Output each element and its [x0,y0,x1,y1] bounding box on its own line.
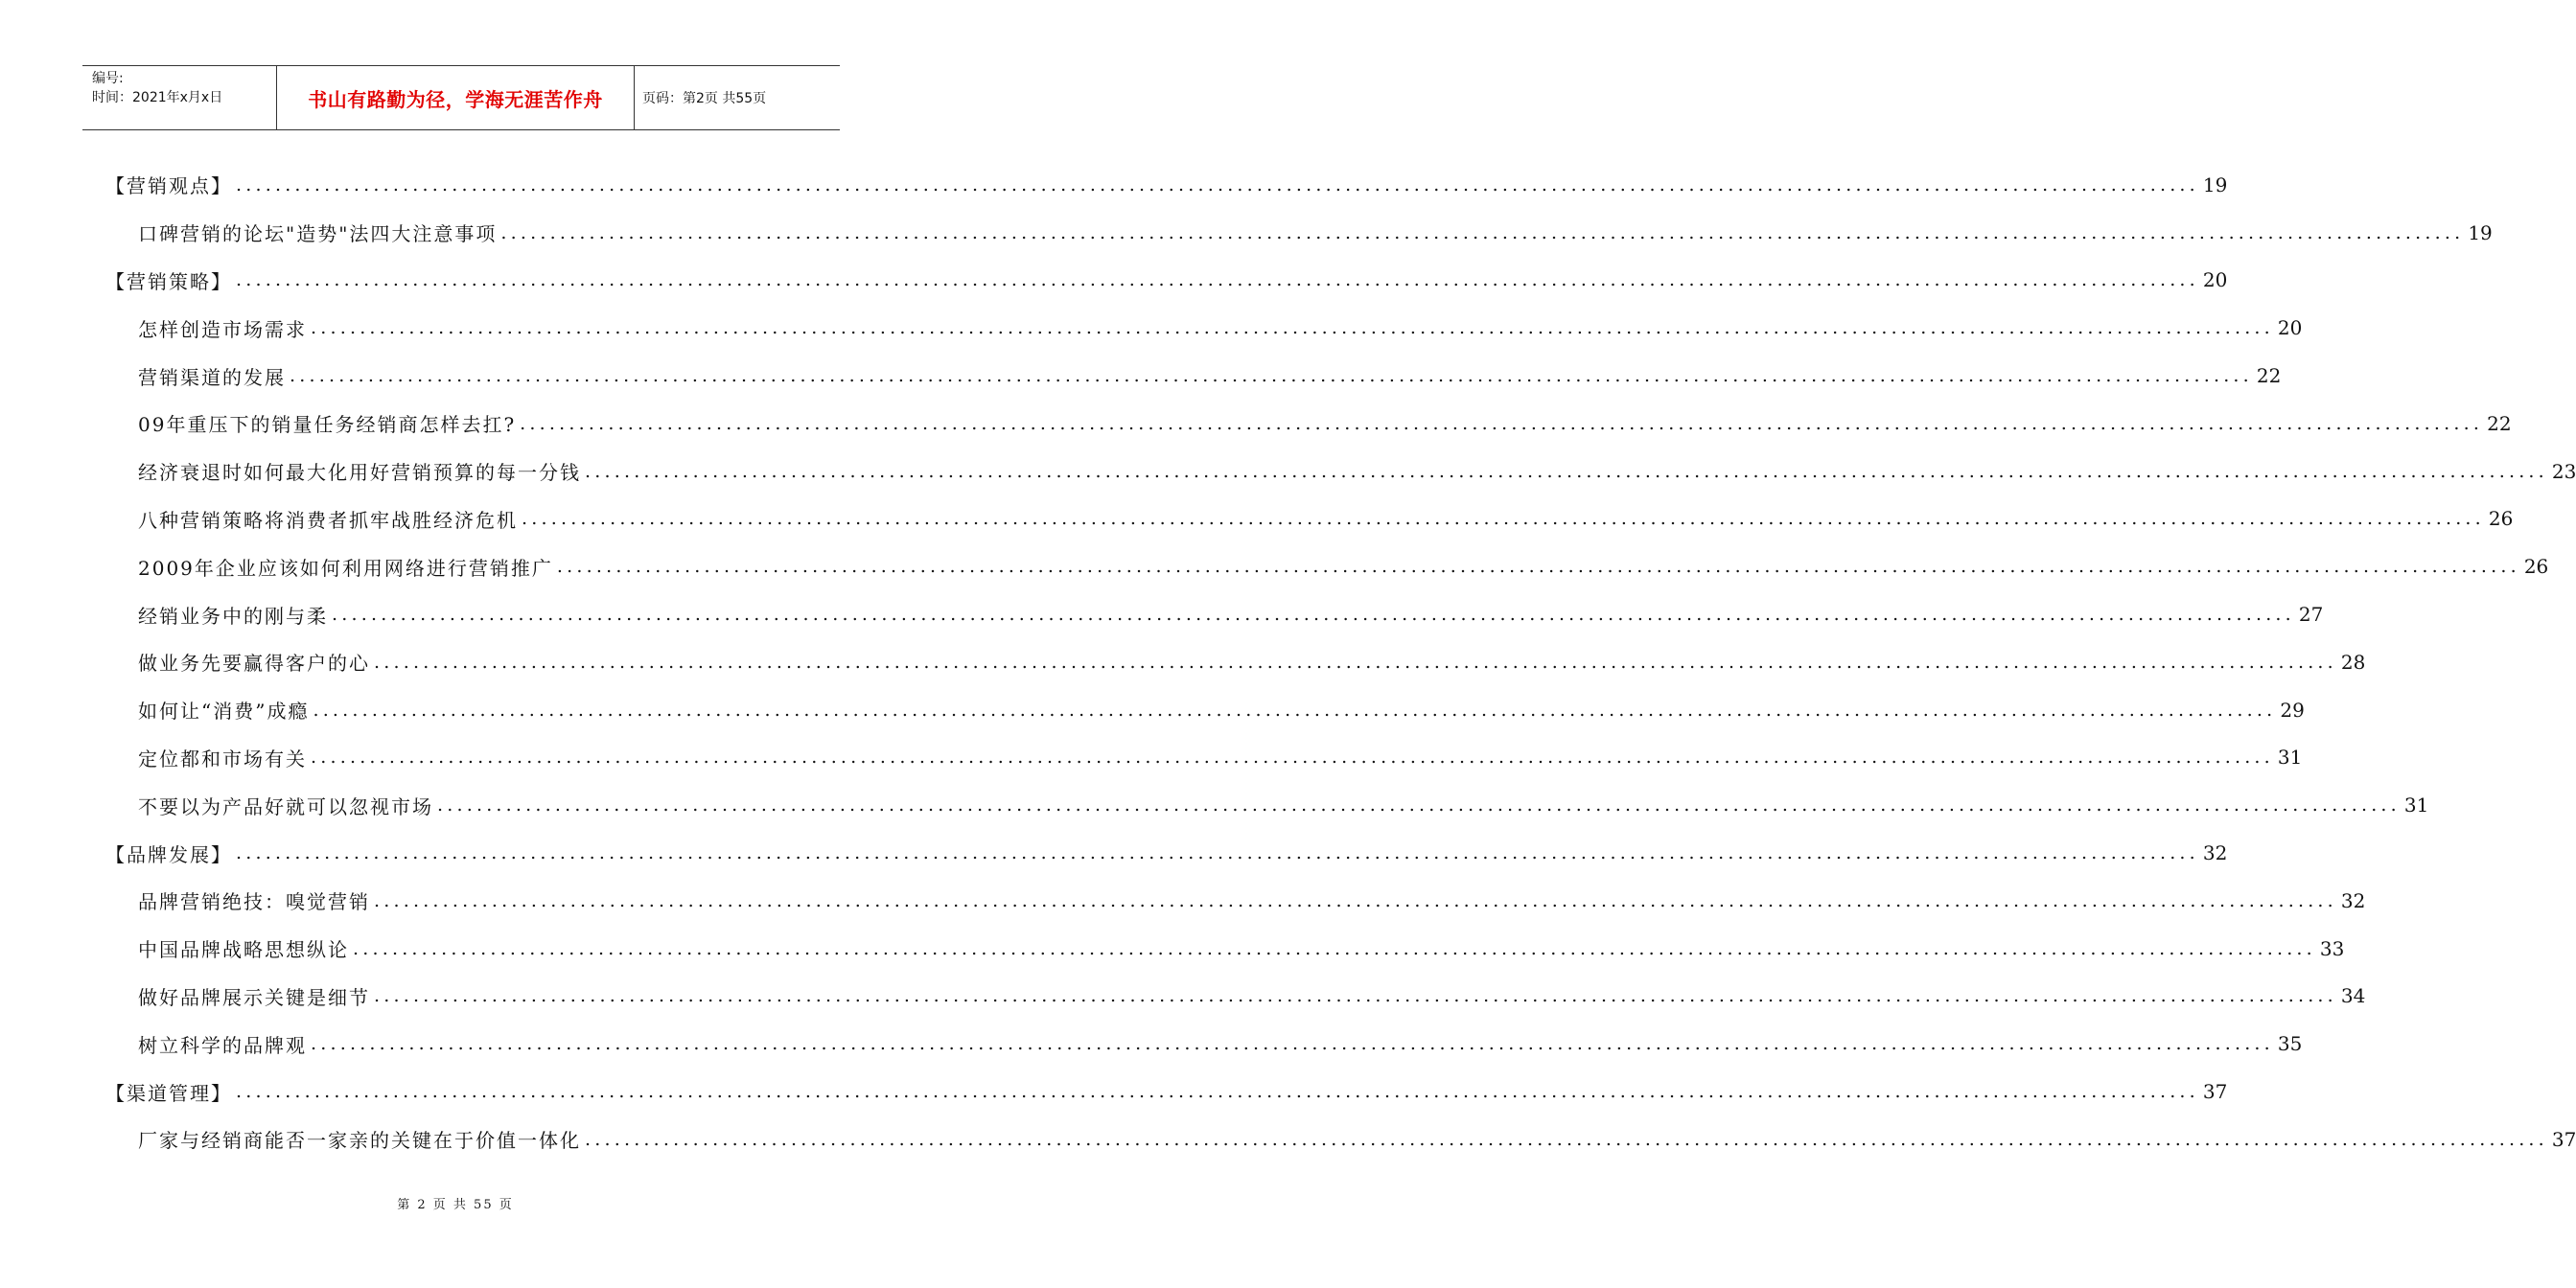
toc-entry-row[interactable] [105,686,2305,734]
toc-entry-page: 31 [2277,746,2303,770]
toc-entry-row[interactable] [105,638,2366,686]
toc-entry-title: 中国品牌战略思想纵论 [138,934,353,962]
toc-entry-page: 29 [2280,698,2305,722]
toc-entry-row[interactable] [105,352,2282,400]
toc-entry-page: 34 [2340,984,2366,1008]
toc-entry-page: 20 [2202,268,2228,292]
toc-entry-page: 32 [2202,841,2228,865]
toc-entry-page: 37 [2202,1080,2228,1104]
page-header [82,65,840,130]
toc-entry-row[interactable] [105,1020,2303,1068]
toc-entry-page: 26 [2488,507,2514,531]
toc-entry-row[interactable] [105,877,2366,925]
toc-entry-page: 22 [2487,411,2512,435]
toc-leader-dots: ........................................................................................................................................................................................................ [556,556,2520,578]
toc-leader-dots: ........................................................................................................................................................................................................ [313,699,2277,721]
toc-entry-title: 2009年企业应该如何利用网络进行营销推广 [138,553,557,581]
toc-entry-row[interactable] [105,590,2324,638]
toc-leader-dots: ........................................................................................................................................................................................................ [374,651,2337,673]
toc-leader-dots: ........................................................................................................................................................................................................ [353,937,2316,959]
toc-entry-page: 28 [2340,650,2366,674]
toc-section-row[interactable] [105,1068,2228,1116]
toc-leader-dots: ........................................................................................................................................................................................................ [500,221,2465,243]
toc-leader-dots: ........................................................................................................................................................................................................ [236,842,2199,864]
toc-entry-page: 23 [2551,459,2576,483]
toc-leader-dots: ........................................................................................................................................................................................................ [522,508,2485,530]
toc-entry-page: 19 [2202,172,2228,196]
toc-entry-title: 厂家与经销商能否一家亲的关键在于价值一体化 [138,1125,585,1153]
toc-entry-page: 33 [2319,936,2345,960]
toc-entry-title: 【营销观点】 [105,171,236,198]
toc-entry-page: 22 [2256,364,2282,388]
toc-entry-title: 品牌营销绝技：嗅觉营销 [138,886,374,914]
header-motto: 书山有路勤为径，学海无涯苦作舟 [276,66,635,129]
toc-leader-dots: ........................................................................................................................................................................................................ [311,1033,2274,1055]
toc-entry-title: 【营销策略】 [105,266,236,294]
header-page-info: 页码：第2页 共55页 [642,91,767,106]
toc-entry-row[interactable] [105,1116,2576,1163]
toc-entry-page: 19 [2468,220,2493,244]
toc-entry-row[interactable] [105,734,2303,782]
toc-section-row[interactable] [105,161,2228,209]
code-label: 编号: [92,71,124,86]
header-meta [82,66,276,129]
toc-entry-row[interactable] [105,495,2514,543]
toc-leader-dots: ........................................................................................................................................................................................................ [585,460,2548,482]
toc-entry-page: 20 [2277,316,2303,340]
toc-entry-title: 不要以为产品好就可以忽视市场 [138,792,437,819]
toc-leader-dots: ........................................................................................................................................................................................................ [374,985,2337,1007]
toc-leader-dots: ........................................................................................................................................................................................................ [236,269,2199,291]
toc-entry-page: 32 [2340,888,2366,912]
toc-leader-dots: ........................................................................................................................................................................................................ [236,173,2199,196]
toc-entry-row[interactable] [105,209,2493,257]
table-of-contents [105,161,2576,1163]
toc-entry-title: 营销渠道的发展 [138,362,290,390]
toc-leader-dots: ........................................................................................................................................................................................................ [374,889,2337,911]
toc-entry-page: 31 [2403,794,2429,817]
toc-entry-row[interactable] [105,781,2429,829]
toc-entry-title: 做业务先要赢得客户的心 [138,648,374,676]
toc-leader-dots: ........................................................................................................................................................................................................ [311,747,2274,769]
toc-leader-dots: ........................................................................................................................................................................................................ [585,1128,2548,1150]
toc-entry-title: 如何让“消费”成瘾 [138,696,313,724]
toc-section-row[interactable] [105,829,2228,877]
toc-entry-row[interactable] [105,400,2512,448]
toc-entry-page: 26 [2523,555,2549,579]
toc-entry-title: 怎样创造市场需求 [138,314,311,342]
toc-leader-dots: ........................................................................................................................................................................................................ [290,365,2253,387]
toc-entry-title: 09年重压下的销量任务经销商怎样去扛? [138,409,520,437]
toc-leader-dots: ........................................................................................................................................................................................................ [332,604,2295,626]
toc-entry-page: 35 [2277,1032,2303,1056]
toc-entry-row[interactable] [105,448,2576,495]
toc-entry-row[interactable] [105,973,2366,1021]
toc-entry-page: 37 [2551,1127,2576,1151]
time-line: 时间：2021年x月x日 [92,90,223,105]
toc-leader-dots: ........................................................................................................................................................................................................ [520,412,2484,434]
toc-entry-title: 口碑营销的论坛"造势"法四大注意事项 [138,218,500,246]
toc-leader-dots: ........................................................................................................................................................................................................ [236,1081,2199,1103]
toc-leader-dots: ........................................................................................................................................................................................................ [311,317,2274,339]
toc-entry-title: 定位都和市场有关 [138,744,311,771]
toc-entry-title: 【品牌发展】 [105,840,236,867]
toc-entry-row[interactable] [105,542,2549,590]
toc-entry-title: 经销业务中的刚与柔 [138,601,332,629]
toc-entry-title: 【渠道管理】 [105,1078,236,1106]
toc-section-row[interactable] [105,257,2228,305]
toc-entry-title: 经济衰退时如何最大化用好营销预算的每一分钱 [138,457,585,485]
toc-entry-title: 做好品牌展示关键是细节 [138,982,374,1010]
page-footer: 第 2 页 共 55 页 [397,1198,514,1212]
toc-entry-title: 树立科学的品牌观 [138,1030,311,1058]
toc-entry-row[interactable] [105,304,2303,352]
toc-entry-row[interactable] [105,925,2345,973]
toc-entry-title: 八种营销策略将消费者抓牢战胜经济危机 [138,505,522,533]
toc-leader-dots: ........................................................................................................................................................................................................ [437,794,2401,816]
toc-entry-page: 27 [2298,603,2324,627]
